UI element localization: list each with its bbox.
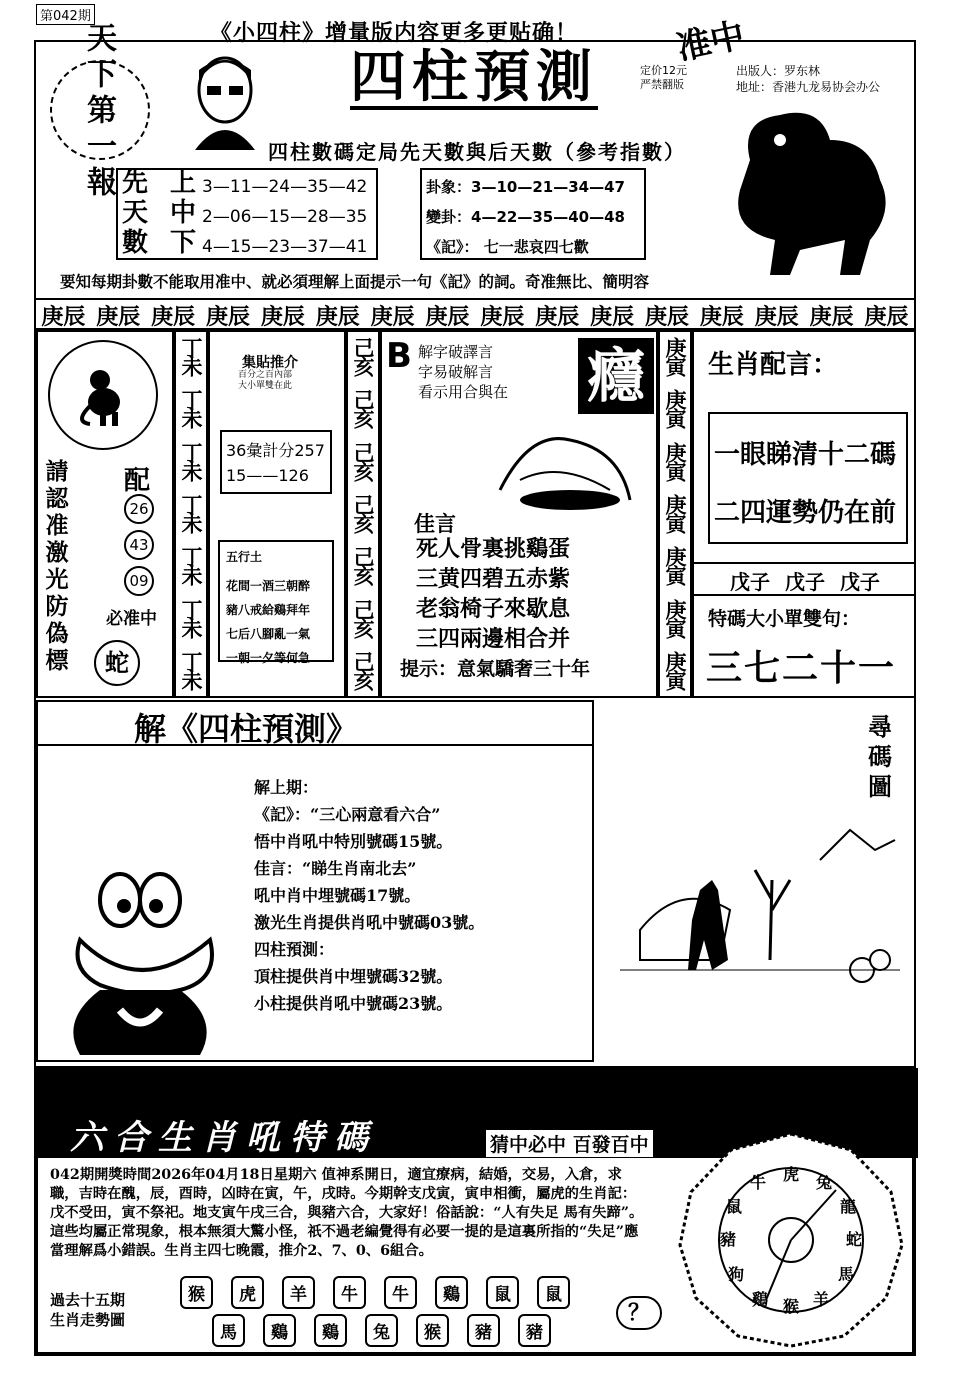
riddle-letter: B [386,336,412,376]
jihai-column [348,330,378,696]
dog-tree-image [600,820,910,1040]
gengchen-cell: 庚辰 [699,303,744,330]
monkey-icon [70,362,140,432]
issue-label: 第042期 [36,4,95,25]
riddle-lines: 解字破譯言 字易破解言 看示用合與在 [418,343,509,401]
trend-item: 鷄 [263,1314,296,1347]
gengyin-cell: 庚寅 [663,650,688,689]
trend-item: 鷄 [435,1276,468,1309]
gengchen-cell: 庚辰 [425,303,470,330]
trend-item: 猴 [416,1314,449,1347]
trend-item: 豬 [467,1314,500,1347]
jiayan-title: 佳言 [414,511,456,536]
gengyin-cell: 庚寅 [663,598,688,637]
wheel-label: 虎 [782,1165,800,1184]
wheel-label: 蛇 [845,1230,863,1249]
trend-item: 羊 [282,1276,315,1309]
question-mark: ？ [616,1296,662,1330]
jisu-title: 集貼推介 [242,355,298,371]
gengchen-cell: 庚辰 [151,303,196,330]
gengyin-column [660,330,690,696]
jihai-cell: 己亥 [351,650,376,689]
riddle-big-char: 癮 [578,338,654,414]
trend-item: 牛 [333,1276,366,1309]
jihai-cell: 己亥 [351,598,376,637]
jie-lines: 解上期： 《記》：“三心兩意看六合” 悟中肖吼中特別號碼15號。 佳言：“睇生肖南北去” 吼中肖中埋號碼17號。 激光生肖提供肖吼中號碼03號。 四柱預測： 頂柱提供肖中埋號碼32號。 小柱提供肖吼中號碼23號。 [254,778,485,1013]
wheel-label: 兔 [815,1173,833,1192]
dingwei-cell: 丁未 [179,441,204,480]
lion-image [710,100,900,280]
gengyin-cell: 庚寅 [663,493,688,532]
frog-cartoon [40,860,240,1060]
total-line1: 36彙計分257 [226,441,325,460]
xiantian-label: 先 天 數 [122,168,149,258]
wuxing-lines: 花間一酒三朝醉 豬八戒給鷄拜年 七后八腳亂一氣 一朝一夕等何急 [226,579,311,665]
jiayan-hint: 提示：意氣驕奢三十年 [400,658,591,680]
address: 地址：香港九龙易协会办公 [736,80,881,94]
trend-item: 牛 [384,1276,417,1309]
wheel-label: 狗 [727,1265,745,1284]
jihai-cell: 己亥 [351,546,376,585]
jie-heading: 解《四柱預測》 [134,710,359,748]
pei-label: 配 [124,466,151,496]
bird-image [490,420,640,510]
gengchen-cell: 庚辰 [370,303,415,330]
wheel-label: 鷄 [751,1290,769,1309]
dingwei-cell: 丁未 [179,650,204,689]
bottom-slogan: 猜中必中 百發百中 [486,1130,653,1157]
xunma-title: 尋 碼 圖 [868,712,892,801]
dingwei-cell: 丁未 [179,493,204,532]
zodiac-circle: 蛇 [94,640,140,686]
jiayan-lines: 死人骨裏挑鷄蛋 三黄四碧五赤紫 老翁椅子來歇息 三四兩邊相合并 [416,536,571,652]
shengxiao-lines: 一眼睇清十二碼 二四運勢仍在前 [714,440,897,528]
gengchen-row [36,298,914,332]
subtitle: 四柱數碼定局先天數與后天數（參考指數） [268,140,686,164]
dingwei-cell: 丁未 [179,598,204,637]
gengchen-cell: 庚辰 [590,303,635,330]
gengyin-cell: 庚寅 [663,546,688,585]
jisu-lines: 百分之百內部 大小單雙在此 [238,370,293,391]
gengyin-cell: 庚寅 [663,337,688,376]
xiantian-sublabel: 上 中 下 [170,168,197,258]
trend-item: 豬 [518,1314,551,1347]
gengchen-cell: 庚辰 [809,303,854,330]
gengchen-cell: 庚辰 [480,303,525,330]
wheel-label: 鼠 [725,1197,743,1216]
wuzi-row: 戊子 戊子 戊子 [730,570,880,594]
wuxing-title: 五行土 [226,550,263,564]
past-label: 過去十五期 生肖走勢圖 [50,1291,126,1329]
gengchen-cell: 庚辰 [41,303,86,330]
notice: 要知每期卦數不能取用准中、就必須理解上面提示一句《記》的詞。奇准無比、簡明容 [60,272,650,291]
gengyin-cell: 庚寅 [663,441,688,480]
special-title: 特碼大小單雙句： [708,608,861,630]
trend-item: 鷄 [314,1314,347,1347]
gengchen-cell: 庚辰 [96,303,141,330]
dingwei-cell: 丁未 [179,389,204,428]
gengchen-cell: 庚辰 [754,303,799,330]
gengchen-cell: 庚辰 [864,303,909,330]
pei-number: 09 [124,566,154,596]
jihai-cell: 己亥 [351,441,376,480]
wheel-label: 猴 [782,1297,800,1316]
banner: 《小四柱》增量版内容更多更贴确！ [210,20,579,46]
zodiac-wheel [676,1130,906,1350]
wheel-label: 豬 [719,1230,737,1249]
trend-item: 馬 [212,1314,245,1347]
gengyin-cell: 庚寅 [663,389,688,428]
total-line2: 15——126 [226,466,309,485]
trend-top [180,1276,570,1309]
no-copy: 严禁翻版 [640,78,684,91]
jihai-cell: 己亥 [351,337,376,376]
trend-item: 鼠 [486,1276,519,1309]
dingwei-cell: 丁未 [179,337,204,376]
gengchen-cell: 庚辰 [315,303,360,330]
gengchen-cell: 庚辰 [645,303,690,330]
gengchen-cell: 庚辰 [260,303,305,330]
wheel-label: 羊 [812,1290,830,1309]
trend-item: 猴 [180,1276,213,1309]
xiantian-rows: 3—11—24—35—42 2—06—15—28—35 4—15—23—37—41 [202,177,368,257]
portrait-image [185,50,265,150]
publisher: 出版人：罗东林 [736,64,821,78]
trend-bottom [212,1314,551,1347]
jihai-cell: 己亥 [351,493,376,532]
dingwei-cell: 丁未 [179,546,204,585]
special-value: 三七二十一 [706,647,897,689]
gengchen-cell: 庚辰 [535,303,580,330]
bizhun-label: 必准中 [106,609,157,629]
pei-number: 26 [124,494,154,524]
jihai-cell: 己亥 [351,389,376,428]
gengchen-cell: 庚辰 [206,303,251,330]
dingwei-column [176,330,206,696]
side-slogan: 天下第一報 [81,22,116,202]
price: 定价12元 [640,64,687,77]
anti-fake-text: 請 認 准 激 光 防 偽 標 [45,458,69,674]
trend-item: 兔 [365,1314,398,1347]
zhunzhong-stamp: 准中 [673,15,749,69]
shengxiao-title: 生肖配言： [708,350,839,380]
trend-item: 虎 [231,1276,264,1309]
wheel-label: 牛 [749,1173,767,1192]
wheel-label: 龍 [839,1197,857,1216]
script-title: 六合生肖吼特碼 [70,1118,378,1158]
trend-item: 鼠 [537,1276,570,1309]
page-title: 四柱預測 [350,44,598,110]
bottom-paragraph: 042期開獎時間2026年04月18日星期六 值神系開日，適宜療病，結婚，交易，入倉，求職，吉時在醜，辰，酉時，凶時在寅，午，戌時。今期幹支戊寅，寅申相衝，屬虎的生肖記：戊不受田，寅不祭祀。地支寅午戌三合，與豬六合，大家好！俗話說：“人有失足 馬有失蹄”。這些均屬正常現象，根本無須大驚小怪，祇不過老編覺得有必要一提的是這裏所指的“失足”應當理解爲小錯誤。生肖主四七晚霞，推介2、7、0、6組合。 [50,1167,644,1259]
gua-rows: 卦象：3—10—21—34—47 變卦：4—22—35—40—48 《記》： 七一悲哀四七歡 [426,178,625,256]
wheel-label: 馬 [837,1265,855,1284]
pei-number: 43 [124,530,154,560]
